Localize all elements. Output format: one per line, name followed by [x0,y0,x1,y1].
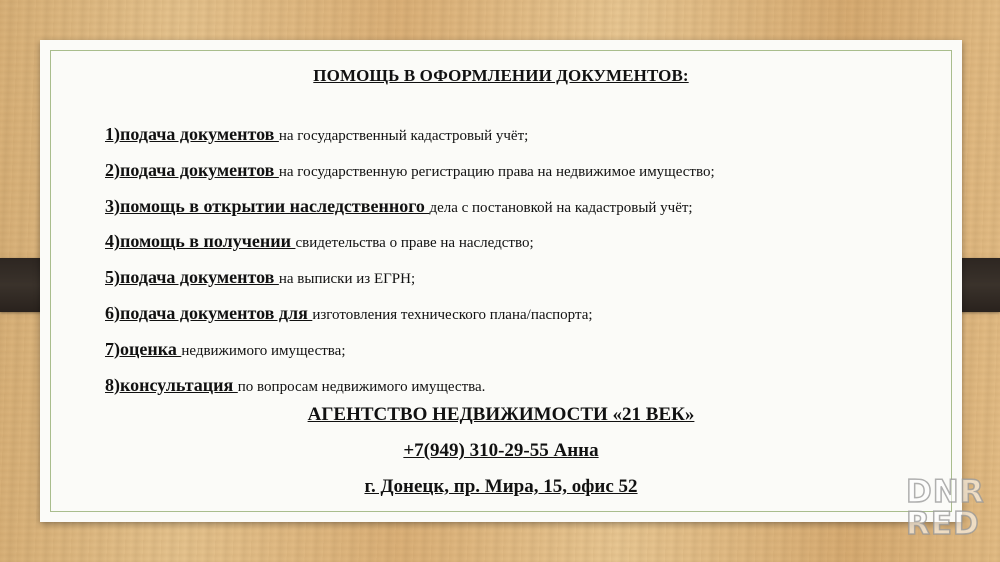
item-rest-text: дела с постановкой на кадастровый учёт; [429,199,693,216]
list-item [105,265,935,301]
services-list [105,122,935,408]
contact-phone: +7(949) 310-29-55 Анна [403,440,599,461]
list-item [105,229,935,265]
item-rest-text: недвижимого имущества; [181,342,346,359]
item-bold-text: 3)помощь в открытии наследственного [105,195,430,216]
item-rest-text: изготовления технического плана/паспорта; [312,306,593,323]
agency-name: АГЕНТСТВО НЕДВИЖИМОСТИ «21 ВЕК» [307,404,695,425]
item-bold-text: 4)помощь в получении [105,231,296,252]
watermark-line-1: DNR [906,474,985,510]
list-item [105,194,935,230]
page-title: ПОМОЩЬ В ОФОРМЛЕНИИ ДОКУМЕНТОВ: [313,66,689,85]
item-bold-text: 6)подача документов для [105,302,313,323]
item-rest-text: на государственную регистрацию права на недвижимое имущество; [278,163,715,180]
list-item [105,373,935,409]
office-address: г. Донецк, пр. Мира, 15, офис 52 [364,476,638,497]
list-item [105,337,935,373]
item-rest-text: на выписки из ЕГРН; [278,271,416,288]
notice-card [40,40,962,522]
item-bold-text: 7)оценка [105,338,182,359]
watermark-logo [906,476,988,540]
list-item [105,301,935,337]
list-item [105,122,935,158]
item-bold-text: 8)консультация [105,374,238,395]
item-bold-text: 1)подача документов [105,124,279,144]
item-bold-text: 2)подача документов [105,159,279,180]
item-rest-text: по вопросам недвижимого имущества. [237,378,486,395]
item-rest-text: свидетельства о праве на наследство; [295,235,534,252]
watermark-line-2: RED [906,506,980,542]
list-item [105,158,935,194]
item-bold-text: 5)подача документов [105,267,279,288]
item-rest-text: на государственный кадастровый учёт; [278,128,529,144]
